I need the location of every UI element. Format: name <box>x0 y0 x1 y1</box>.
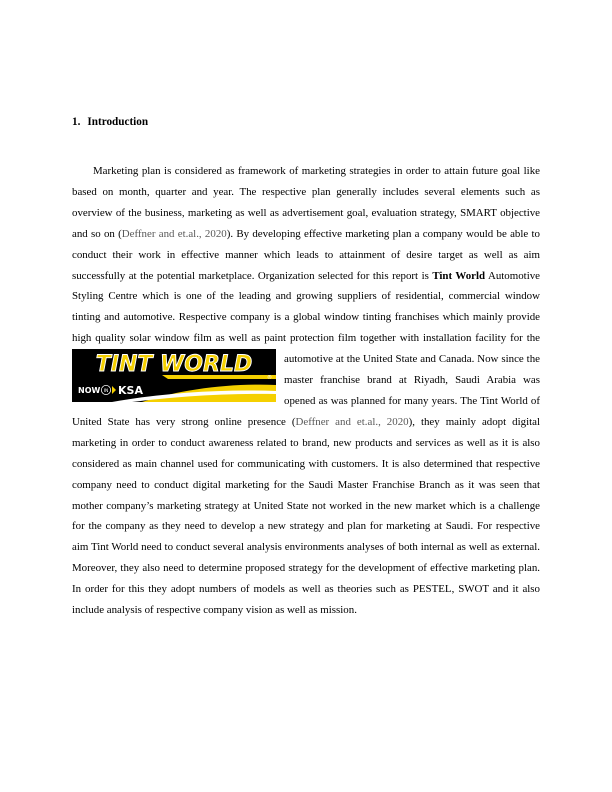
tint-world-logo <box>72 349 276 402</box>
paragraph-text-5: ), they mainly adopt digital marketing in order to conduct awareness related to brand, new products and services as well as it is also considered as main channel used for communicating with customers. It is also determined that respective company need to conduct digital marketing for the Saudi Master Franchise Branch as it was seen that mother company’s marketing strategy at United State not worked in the new market which is a challenge for the company as they need to develop a new strategy and plan for marketing at Saudi. For respective aim Tint World need to conduct several analysis environments analyses of both internal as well as external. Moreover, they also need to determine proposed strategy for the development of effective marketing plan. In order for this they adopt numbers of models as well as theories such as PESTEL, SWOT and it also include analysis of respective company vision as well as mission. <box>72 415 540 617</box>
paragraph-text-1: Marketing plan is considered as framework of marketing strategies in order to attain future goal like based on month, quarter and year. The respective plan generally includes several elements such as overview of the business, marketing as well as advertisement goal, evaluation strategy, SMART objective and so on ( <box>72 165 540 240</box>
section-number: 1. <box>72 116 81 128</box>
citation-deffner-2: Deffner and et.al., 2020 <box>295 415 409 428</box>
logo-wordmark: TINT WORLD <box>95 352 253 378</box>
section-heading <box>72 116 148 128</box>
paragraph-text-3: Automotive Styling Centre which is one of the leading and growing suppliers of residential, commercial window tinting and automotive. Respective company is a global window tinting franchises which mainly provide high quality solar window film as well as paint protection film together with installation facility for the automotive at the United State and Canada. <box>72 269 541 366</box>
tint-world-logo-graphic <box>72 349 276 402</box>
brand-name-bold: Tint World <box>432 269 486 282</box>
paragraph-text-4: Now since the master franchise brand at Riyadh, Saudi Arabia was opened as was planned for many years. The Tint World of United State has very strong online presence ( <box>72 353 540 428</box>
section-title: Introduction <box>87 116 149 128</box>
paragraph-text-2: ). By developing effective marketing plan a company would be able to conduct their work in effective manner which leads to attainment of desire target as well as aim successfully at the potential marketplace. Organization selected for this report is <box>72 227 540 282</box>
logo-tagline-now: NOW <box>78 386 101 396</box>
logo-tagline-in: IN <box>103 389 109 395</box>
citation-deffner-1: Deffner and et.al., 2020 <box>121 227 227 240</box>
logo-tagline-ksa: KSA <box>118 384 143 398</box>
introduction-paragraph <box>72 161 540 621</box>
registered-mark: ® <box>267 375 272 382</box>
